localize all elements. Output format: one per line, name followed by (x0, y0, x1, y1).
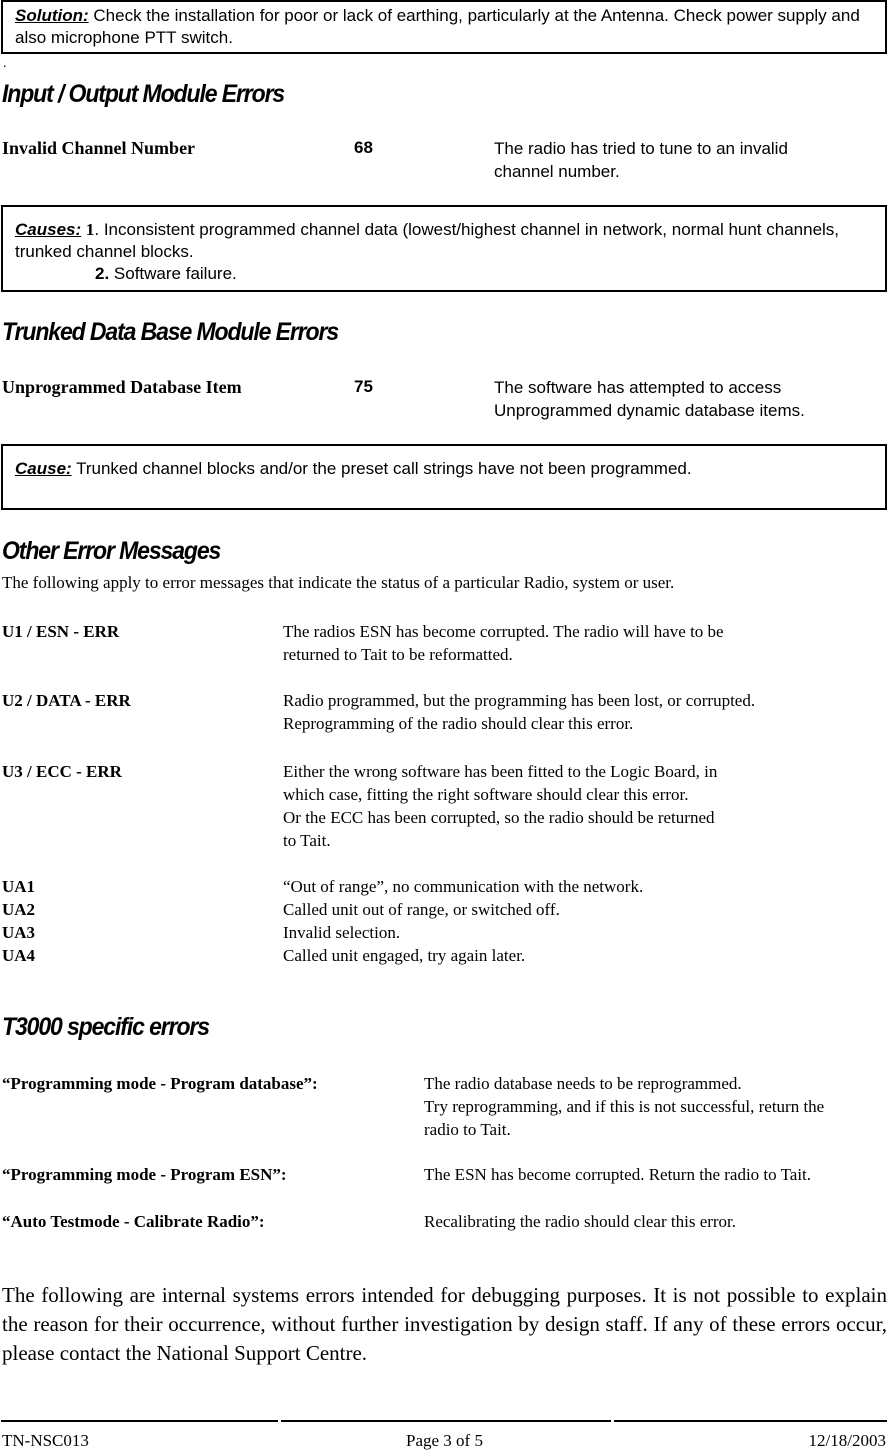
u1-description (283, 620, 724, 666)
solution-text: Check the installation for poor or lack of earthing, particularly at the Antenna. Check power supply and also microphone PTT switch. (15, 6, 860, 47)
t3000-e3-text: Recalibrating the radio should clear this error. (424, 1212, 737, 1231)
closing-paragraph: The following are internal systems errors intended for debugging purposes. It is not possible to explain the reason for their occurrence, without further investigation by design staff. If any of these errors occur, please contact the National Support Centre. (2, 1283, 887, 1365)
u3-line: Either the wrong software has been fitted to the Logic Board, in (283, 762, 718, 781)
t3000-e1-line: The radio database needs to be reprogrammed. (424, 1074, 742, 1093)
io-cause2 (15, 263, 875, 285)
u1-line: The radios ESN has become corrupted. The radio will have to be (283, 622, 724, 641)
other-section-intro: The following apply to error messages that indicate the status of a particular Radio, system or user. (2, 573, 675, 592)
t3000-section-heading: T3000 specific errors (2, 1013, 209, 1041)
io-causes-box (1, 205, 887, 292)
t3000-e2-text: The ESN has become corrupted. Return the radio to Tait. (424, 1165, 812, 1184)
u2-line: Radio programmed, but the programming has been lost, or corrupted. (283, 691, 756, 710)
u3-line: to Tait. (283, 831, 331, 850)
ua1-text: “Out of range”, no communication with the network. (283, 877, 644, 896)
footer-page-number: Page 3 of 5 (406, 1431, 483, 1450)
ua2-label: UA2 (2, 900, 36, 919)
t3000-e3-label: “Auto Testmode - Calibrate Radio”: (2, 1212, 265, 1231)
footer-rule-left (1, 1420, 278, 1422)
footer-rule-right (614, 1420, 887, 1422)
u2-label: U2 / DATA - ERR (2, 691, 131, 710)
ua4-label: UA4 (2, 946, 36, 965)
io-causes-label: Causes: (15, 220, 82, 239)
t3000-e1-line: Try reprogramming, and if this is not successful, return the (424, 1097, 825, 1116)
u3-label: U3 / ECC - ERR (2, 762, 122, 781)
tdb-error-description (494, 376, 805, 422)
io-cause1-text: . Inconsistent programmed channel data (lowest/highest channel in network, normal hunt channels, trunked channel blocks. (15, 220, 840, 261)
other-section-heading: Other Error Messages (2, 537, 221, 565)
io-section-heading: Input / Output Module Errors (2, 80, 285, 108)
u1-label: U1 / ESN - ERR (2, 622, 120, 641)
io-error-name: Invalid Channel Number (2, 138, 196, 158)
ua3-label: UA3 (2, 923, 36, 942)
io-error-description (494, 137, 788, 183)
footer-doc-id: TN-NSC013 (2, 1431, 89, 1450)
tdb-section-heading: Trunked Data Base Module Errors (2, 318, 339, 346)
ua1-label: UA1 (2, 877, 36, 896)
footer-rule-middle (281, 1420, 611, 1422)
stray-dot: . (3, 56, 7, 71)
solution-label: Solution: (15, 6, 89, 25)
tdb-cause-box (1, 444, 887, 510)
u3-line: which case, fitting the right software should clear this error. (283, 785, 689, 804)
tdb-error-name: Unprogrammed Database Item (2, 377, 242, 397)
io-cause1-number: 1 (85, 220, 95, 239)
ua2-text: Called unit out of range, or switched off. (283, 900, 560, 919)
io-cause2-text: Software failure. (109, 264, 237, 283)
u1-line: returned to Tait to be reformatted. (283, 645, 513, 664)
io-desc-line: The radio has tried to tune to an invalid (494, 139, 788, 158)
tdb-desc-line: Unprogrammed dynamic database items. (494, 401, 805, 420)
t3000-e1-line: radio to Tait. (424, 1120, 511, 1139)
io-error-code: 68 (354, 138, 373, 157)
io-desc-line: channel number. (494, 162, 620, 181)
t3000-e1-description (424, 1072, 824, 1141)
ua4-text: Called unit engaged, try again later. (283, 946, 526, 965)
tdb-cause-label: Cause: (15, 459, 72, 478)
ua3-text: Invalid selection. (283, 923, 401, 942)
solution-box (1, 0, 887, 54)
u2-line: Reprogramming of the radio should clear this error. (283, 714, 634, 733)
u3-description (283, 760, 717, 852)
tdb-error-code: 75 (354, 377, 373, 396)
u3-line: Or the ECC has been corrupted, so the radio should be returned (283, 808, 715, 827)
u2-description (283, 689, 755, 735)
t3000-e2-label: “Programming mode - Program ESN”: (2, 1165, 287, 1184)
tdb-cause-text: Trunked channel blocks and/or the preset call strings have not been programmed. (71, 459, 692, 478)
footer-date: 12/18/2003 (808, 1431, 886, 1450)
tdb-desc-line: The software has attempted to access (494, 378, 782, 397)
t3000-e1-label: “Programming mode - Program database”: (2, 1074, 318, 1093)
io-cause2-number: 2. (95, 264, 110, 283)
